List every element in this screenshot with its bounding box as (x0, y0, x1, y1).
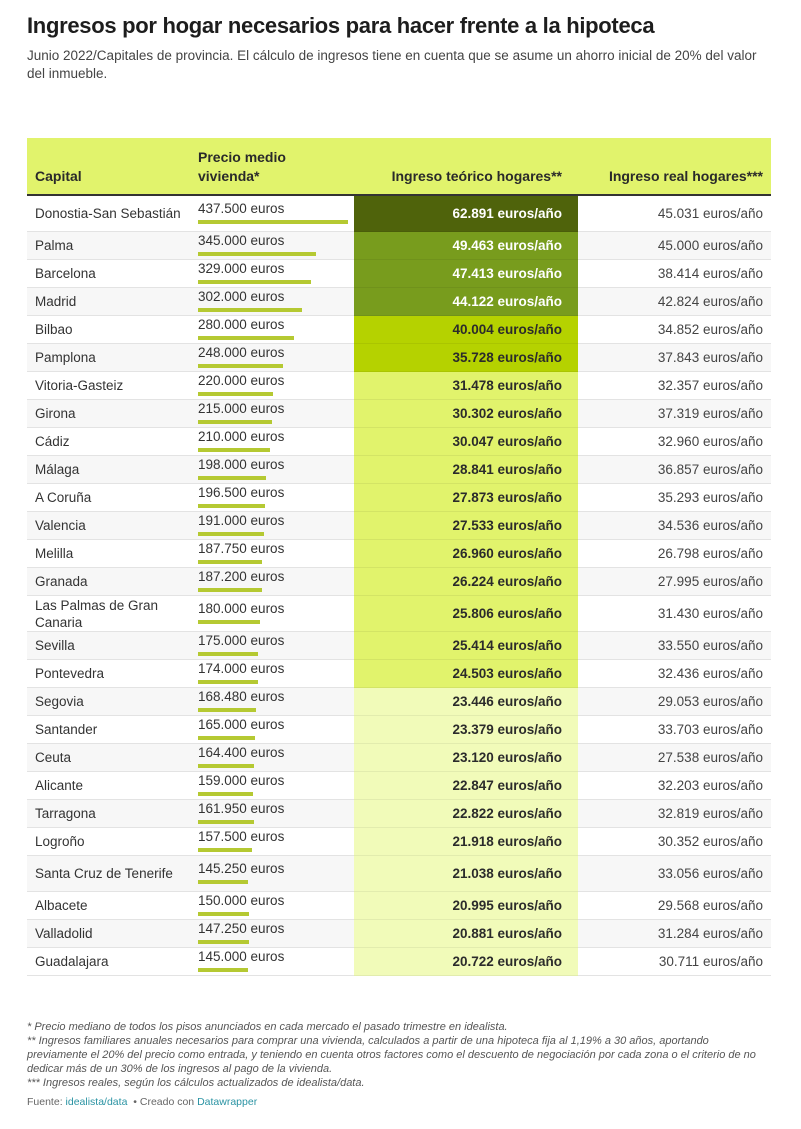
precio-bar (198, 220, 348, 224)
cell-real: 31.430 euros/año (578, 596, 771, 632)
precio-bar (198, 736, 255, 740)
precio-label: 145.250 euros (198, 860, 285, 876)
table-row (27, 948, 771, 976)
cell-teorico: 28.841 euros/año (354, 456, 578, 484)
precio-label: 210.000 euros (198, 428, 285, 444)
table-row (27, 828, 771, 856)
precio-label: 180.000 euros (198, 600, 285, 616)
cell-real: 42.824 euros/año (578, 288, 771, 316)
cell-precio (190, 195, 354, 232)
cell-precio (190, 428, 354, 456)
cell-real: 33.703 euros/año (578, 716, 771, 744)
table-row (27, 260, 771, 288)
cell-real: 29.053 euros/año (578, 688, 771, 716)
precio-bar (198, 708, 256, 712)
cell-teorico: 26.224 euros/año (354, 568, 578, 596)
precio-bar (198, 532, 264, 536)
cell-precio (190, 400, 354, 428)
precio-label: 187.750 euros (198, 540, 285, 556)
precio-label: 220.000 euros (198, 372, 285, 388)
cell-real: 45.000 euros/año (578, 232, 771, 260)
cell-precio (190, 456, 354, 484)
source-label: Fuente: (27, 1096, 63, 1108)
table-row (27, 596, 771, 632)
cell-precio (190, 948, 354, 976)
cell-capital: Melilla (27, 540, 190, 568)
precio-bar (198, 652, 258, 656)
precio-label: 147.250 euros (198, 920, 285, 936)
precio-bar (198, 504, 265, 508)
precio-bar (198, 764, 254, 768)
cell-real: 37.319 euros/año (578, 400, 771, 428)
cell-precio (190, 484, 354, 512)
cell-capital: Madrid (27, 288, 190, 316)
precio-bar (198, 792, 253, 796)
cell-precio (190, 892, 354, 920)
header-precio[interactable]: Precio medio vivienda* (190, 138, 354, 195)
precio-label: 168.480 euros (198, 688, 285, 704)
cell-capital: Ceuta (27, 744, 190, 772)
cell-precio (190, 344, 354, 372)
precio-label: 345.000 euros (198, 232, 285, 248)
precio-label: 329.000 euros (198, 260, 285, 276)
precio-label: 302.000 euros (198, 288, 285, 304)
table-row (27, 512, 771, 540)
cell-capital: Valencia (27, 512, 190, 540)
cell-teorico: 31.478 euros/año (354, 372, 578, 400)
cell-precio (190, 260, 354, 288)
precio-bar (198, 588, 262, 592)
precio-bar (198, 420, 272, 424)
precio-label: 437.500 euros (198, 200, 285, 216)
cell-real: 29.568 euros/año (578, 892, 771, 920)
cell-precio (190, 288, 354, 316)
cell-teorico: 22.847 euros/año (354, 772, 578, 800)
footnote-1: * Precio mediano de todos los pisos anunciados en cada mercado el pasado trimestre en idealista. (27, 1021, 508, 1033)
precio-label: 145.000 euros (198, 948, 285, 964)
precio-label: 175.000 euros (198, 632, 285, 648)
precio-label: 165.000 euros (198, 716, 285, 732)
table-row (27, 772, 771, 800)
cell-precio (190, 316, 354, 344)
precio-bar (198, 448, 270, 452)
datawrapper-link[interactable]: Datawrapper (197, 1096, 258, 1108)
cell-real: 31.284 euros/año (578, 920, 771, 948)
table-header-row (27, 138, 771, 195)
cell-real: 34.536 euros/año (578, 512, 771, 540)
table-row (27, 660, 771, 688)
table-row (27, 800, 771, 828)
table-row (27, 540, 771, 568)
footnotes (27, 1020, 772, 1090)
cell-precio (190, 828, 354, 856)
precio-bar (198, 364, 283, 368)
cell-teorico: 24.503 euros/año (354, 660, 578, 688)
cell-teorico: 30.047 euros/año (354, 428, 578, 456)
cell-teorico: 35.728 euros/año (354, 344, 578, 372)
cell-real: 27.995 euros/año (578, 568, 771, 596)
precio-bar (198, 392, 273, 396)
cell-real: 32.819 euros/año (578, 800, 771, 828)
cell-precio (190, 512, 354, 540)
cell-capital: Pamplona (27, 344, 190, 372)
precio-bar (198, 476, 266, 480)
cell-teorico: 23.120 euros/año (354, 744, 578, 772)
cell-precio (190, 372, 354, 400)
table-row (27, 688, 771, 716)
table-row (27, 195, 771, 232)
table-row (27, 856, 771, 892)
cell-teorico: 23.446 euros/año (354, 688, 578, 716)
cell-precio (190, 540, 354, 568)
precio-bar (198, 280, 311, 284)
cell-precio (190, 856, 354, 892)
cell-capital: Granada (27, 568, 190, 596)
table-row (27, 716, 771, 744)
table-row (27, 632, 771, 660)
table-row (27, 288, 771, 316)
cell-capital: Donostia-San Sebastián (27, 195, 190, 232)
precio-bar (198, 560, 262, 564)
header-teorico[interactable]: Ingreso teórico hogares** (354, 138, 578, 195)
cell-capital: Vitoria-Gasteiz (27, 372, 190, 400)
chart-title: Ingresos por hogar necesarios para hacer frente a la hipoteca (27, 13, 655, 38)
precio-bar (198, 680, 258, 684)
cell-capital: Santander (27, 716, 190, 744)
precio-bar (198, 308, 302, 312)
cell-teorico: 20.995 euros/año (354, 892, 578, 920)
precio-label: 159.000 euros (198, 772, 285, 788)
cell-precio (190, 716, 354, 744)
cell-teorico: 30.302 euros/año (354, 400, 578, 428)
cell-capital: Tarragona (27, 800, 190, 828)
cell-precio (190, 688, 354, 716)
chart-subtitle: Junio 2022/Capitales de provincia. El cálculo de ingresos tiene en cuenta que se asume un ahorro inicial de 20% del valor del inmueble. (27, 48, 757, 81)
cell-precio (190, 568, 354, 596)
cell-teorico: 21.038 euros/año (354, 856, 578, 892)
precio-bar (198, 912, 249, 916)
cell-real: 30.711 euros/año (578, 948, 771, 976)
precio-label: 164.400 euros (198, 744, 285, 760)
precio-bar (198, 968, 248, 972)
cell-capital: Pontevedra (27, 660, 190, 688)
precio-bar (198, 620, 260, 624)
cell-capital: Girona (27, 400, 190, 428)
cell-capital: Cádiz (27, 428, 190, 456)
footnote-2: ** Ingresos familiares anuales necesarios para comprar una vivienda, calculados a partir de una hipoteca fija al 1,19% a 30 años, aportando previamente el 20% del precio como entrada, y teniendo en cuenta otros factores como el descuento de negociación por cada zona o el criterio de no dedicar más de un 30% de los ingresos al pago de la vivienda. (27, 1035, 756, 1075)
cell-real: 32.203 euros/año (578, 772, 771, 800)
cell-teorico: 25.806 euros/año (354, 596, 578, 632)
cell-real: 32.357 euros/año (578, 372, 771, 400)
cell-real: 32.436 euros/año (578, 660, 771, 688)
table-row (27, 372, 771, 400)
cell-real: 35.293 euros/año (578, 484, 771, 512)
cell-real: 37.843 euros/año (578, 344, 771, 372)
cell-precio (190, 800, 354, 828)
cell-capital: Málaga (27, 456, 190, 484)
table-row (27, 316, 771, 344)
table-row (27, 920, 771, 948)
cell-teorico: 27.533 euros/año (354, 512, 578, 540)
source-link[interactable]: idealista/data (65, 1096, 128, 1108)
cell-teorico: 25.414 euros/año (354, 632, 578, 660)
cell-real: 45.031 euros/año (578, 195, 771, 232)
table-row (27, 428, 771, 456)
cell-precio (190, 920, 354, 948)
precio-bar (198, 820, 254, 824)
cell-real: 27.538 euros/año (578, 744, 771, 772)
cell-teorico: 26.960 euros/año (354, 540, 578, 568)
cell-teorico: 40.004 euros/año (354, 316, 578, 344)
footnote-3: *** Ingresos reales, según los cálculos actualizados de idealista/data. (27, 1077, 365, 1089)
data-table (27, 138, 771, 976)
cell-teorico: 44.122 euros/año (354, 288, 578, 316)
created-with-label: • Creado con (133, 1096, 195, 1108)
table-row (27, 744, 771, 772)
cell-precio (190, 232, 354, 260)
cell-precio (190, 772, 354, 800)
cell-capital: Santa Cruz de Tenerife (27, 856, 190, 892)
cell-capital: Sevilla (27, 632, 190, 660)
cell-real: 34.852 euros/año (578, 316, 771, 344)
cell-teorico: 49.463 euros/año (354, 232, 578, 260)
precio-label: 161.950 euros (198, 800, 285, 816)
precio-label: 280.000 euros (198, 316, 285, 332)
precio-bar (198, 848, 252, 852)
cell-capital: Palma (27, 232, 190, 260)
cell-precio (190, 632, 354, 660)
cell-real: 30.352 euros/año (578, 828, 771, 856)
table-row (27, 232, 771, 260)
table-row (27, 892, 771, 920)
cell-real: 26.798 euros/año (578, 540, 771, 568)
cell-teorico: 27.873 euros/año (354, 484, 578, 512)
cell-capital: Guadalajara (27, 948, 190, 976)
cell-capital: Logroño (27, 828, 190, 856)
cell-teorico: 20.881 euros/año (354, 920, 578, 948)
precio-bar (198, 880, 248, 884)
table-row (27, 484, 771, 512)
cell-capital: Bilbao (27, 316, 190, 344)
precio-label: 198.000 euros (198, 456, 285, 472)
header-capital[interactable]: Capital (27, 138, 190, 195)
cell-real: 32.960 euros/año (578, 428, 771, 456)
cell-teorico: 47.413 euros/año (354, 260, 578, 288)
precio-bar (198, 252, 316, 256)
cell-capital: Valladolid (27, 920, 190, 948)
table-row (27, 456, 771, 484)
precio-label: 150.000 euros (198, 892, 285, 908)
cell-capital: Segovia (27, 688, 190, 716)
precio-label: 174.000 euros (198, 660, 285, 676)
cell-teorico: 22.822 euros/año (354, 800, 578, 828)
cell-teorico: 21.918 euros/año (354, 828, 578, 856)
cell-real: 36.857 euros/año (578, 456, 771, 484)
precio-label: 196.500 euros (198, 484, 285, 500)
precio-label: 248.000 euros (198, 344, 285, 360)
cell-real: 38.414 euros/año (578, 260, 771, 288)
cell-precio (190, 660, 354, 688)
table-row (27, 344, 771, 372)
table-body (27, 195, 771, 976)
cell-capital: Albacete (27, 892, 190, 920)
cell-capital: Alicante (27, 772, 190, 800)
cell-real: 33.056 euros/año (578, 856, 771, 892)
cell-capital: Barcelona (27, 260, 190, 288)
cell-precio (190, 596, 354, 632)
precio-bar (198, 336, 294, 340)
table-row (27, 400, 771, 428)
cell-teorico: 62.891 euros/año (354, 195, 578, 232)
precio-label: 187.200 euros (198, 568, 285, 584)
precio-bar (198, 940, 249, 944)
precio-label: 191.000 euros (198, 512, 285, 528)
precio-label: 157.500 euros (198, 828, 285, 844)
precio-label: 215.000 euros (198, 400, 285, 416)
table-row (27, 568, 771, 596)
header-real[interactable]: Ingreso real hogares*** (578, 138, 771, 195)
cell-real: 33.550 euros/año (578, 632, 771, 660)
cell-capital: Las Palmas de Gran Canaria (27, 596, 190, 632)
cell-precio (190, 744, 354, 772)
source-line (27, 1096, 257, 1108)
cell-teorico: 23.379 euros/año (354, 716, 578, 744)
cell-capital: A Coruña (27, 484, 190, 512)
cell-teorico: 20.722 euros/año (354, 948, 578, 976)
